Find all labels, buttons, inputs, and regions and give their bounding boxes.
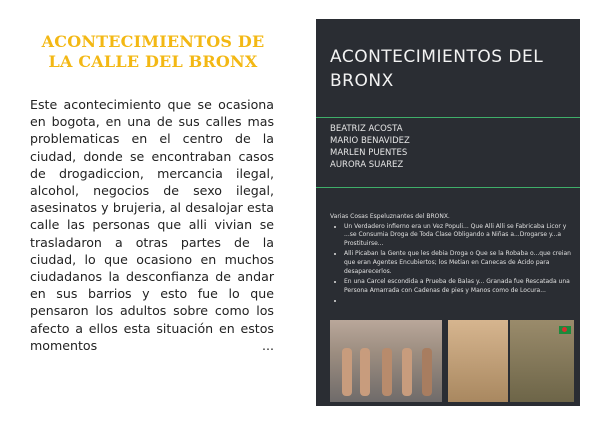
caption-bullet: • Un Verdadero infierno era un Vez Populi... Que Alli Alli se Fabricaba Licor y ...se Consumia Droga de Toda Clase Obligando a Niñas a...Drogarse y...a Prostituirse... (344, 223, 574, 249)
document-title (28, 32, 278, 72)
title-line-1: ACONTECIMIENTOS DE (41, 32, 265, 51)
author-names (330, 123, 410, 171)
caption-bullet: • Alli Picaban la Gente que les debia Droga o Que se la Robaba o...que creian que eran Agentes Encubiertos; los Metian en Canecas de Acido para desaparecerlos. (344, 250, 574, 276)
slide-caption (330, 213, 574, 308)
body-text: Este acontecimiento que se ocasiona en bogota, en una de sus calles mas problematicas en el centro de la ciudad, donde se encontraban casos de drogadiccion, mercancia ilegal, alcohol, negocios de sexo ilegal, asesinatos y brujeria, al desalojar esta calle las personas que alli vivian se trasladaron a otras partes de la ciudad, lo que ocasiono en muchos ciudadanos la desconfianza de andar en sus barrios y esto fue lo que pensaron los adultos sobre como los afecto a ellos esta situación en estos momentos (30, 97, 274, 353)
body-paragraph (30, 96, 274, 354)
divider-bottom (316, 187, 580, 188)
ellipsis: ... (261, 338, 274, 354)
photo-victim (448, 320, 508, 402)
caption-bullet (344, 297, 574, 306)
caption-intro: Varias Cosas Espeluznantes del BRONX. (330, 213, 450, 220)
slide-title (330, 45, 570, 93)
author-name: MARLEN PUENTES (330, 148, 408, 158)
photo-legs (330, 320, 442, 402)
author-name: MARIO BENAVIDEZ (330, 136, 410, 146)
flag-icon (559, 326, 571, 334)
caption-list (330, 223, 574, 306)
photo-rescue (510, 320, 574, 402)
slide-title-line-1: ACONTECIMIENTOS DEL (330, 47, 544, 67)
photo-strip (330, 320, 574, 402)
presentation-slide (316, 19, 580, 406)
slide-title-line-2: BRONX (330, 71, 394, 91)
author-name: AURORA SUAREZ (330, 160, 404, 170)
caption-bullet: • En una Carcel escondida a Prueba de Balas y... Granada fue Rescatada una Persona Amarrada con Cadenas de pies y Manos como de Locura... (344, 278, 574, 295)
divider-top (316, 117, 580, 118)
title-line-2: LA CALLE DEL BRONX (48, 52, 258, 71)
author-name: BEATRIZ ACOSTA (330, 124, 403, 134)
